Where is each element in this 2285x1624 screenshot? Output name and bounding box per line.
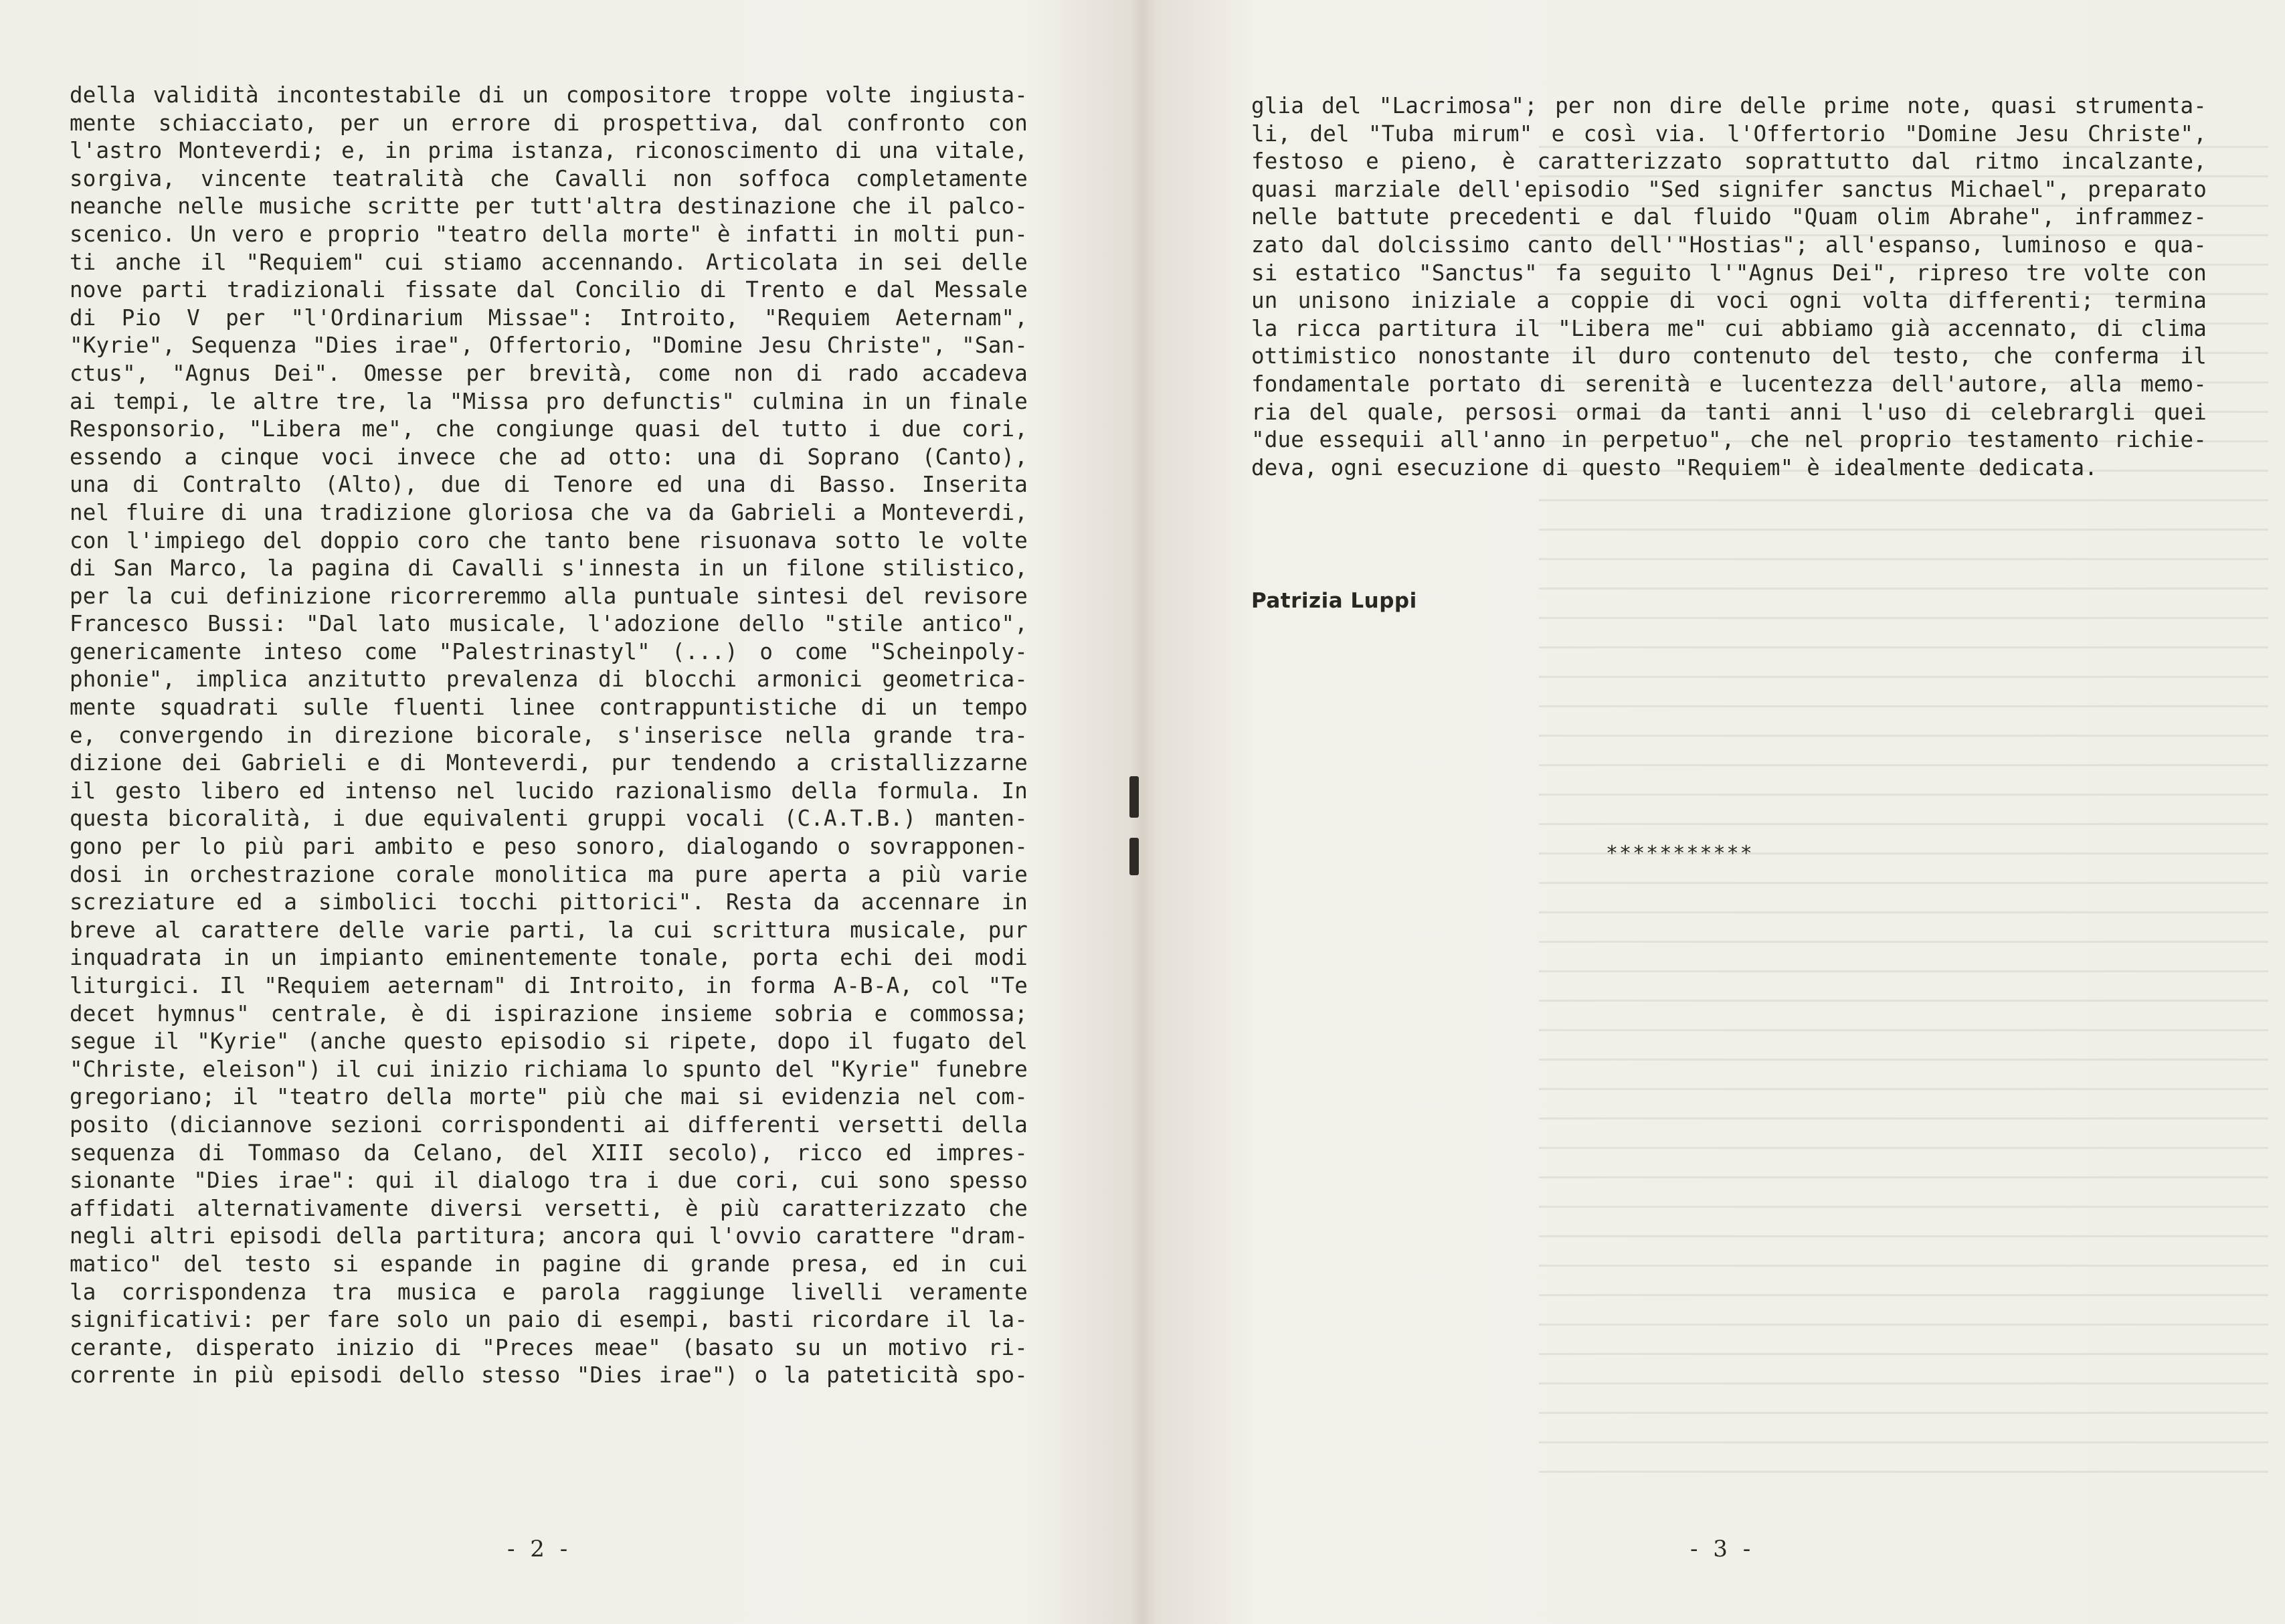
staple-bottom [1129,838,1139,875]
text-line: liturgici. Il "Requiem aeternam" di Introito, in forma A-B-A, col "Te [70,973,1028,998]
text-line: ai tempi, le altre tre, la "Missa pro defunctis" culmina in un finale [70,388,1028,414]
text-line: li, del "Tuba mirum" e così via. l'Offertorio "Domine Jesu Christe", [1251,120,2207,147]
text-line: per la cui definizione ricorreremmo alla puntuale sintesi del revisore [70,583,1028,609]
text-line: mente squadrati sulle fluenti linee contrappuntistiche di un tempo [70,695,1028,721]
author-signature: Patrizia Luppi [1251,589,1417,613]
page-number-left: - 2 - [507,1536,572,1562]
text-line: di San Marco, la pagina di Cavalli s'innesta in un filone stilistico, [70,555,1028,581]
text-line: "due essequii all'anno in perpetuo", che nel proprio testamento richie- [1251,427,2207,453]
text-line: cerante, disperato inizio di "Preces meae" (basato su un motivo ri- [70,1334,1028,1360]
text-line: la ricca partitura il "Libera me" cui abbiamo già accennato, di clima [1251,315,2207,341]
text-line: neanche nelle musiche scritte per tutt'altra destinazione che il palco- [70,193,1028,219]
text-line: phonie", implica anzitutto prevalenza di blocchi armonici geometrica- [70,666,1028,693]
text-line: ti anche il "Requiem" cui stiamo accennando. Articolata in sei delle [70,249,1028,275]
text-line: scenico. Un vero e proprio "teatro della morte" è infatti in molti pun- [70,221,1028,247]
text-line: significativi: per fare solo un paio di esempi, basti ricordare il la- [70,1307,1028,1333]
text-line: affidati alternativamente diversi versetti, è più caratterizzato che [70,1195,1028,1221]
text-line: quasi marziale dell'episodio "Sed signifer sanctus Michael", preparato [1251,176,2207,202]
text-line: ria del quale, persosi ormai da tanti anni l'uso di celebrargli quei [1251,399,2207,425]
text-line: e, convergendo in direzione bicorale, s'inserisce nella grande tra- [70,722,1028,748]
page-number-right: - 3 - [1690,1536,1755,1562]
text-line: di Pio V per "l'Ordinarium Missae": Introito, "Requiem Aeternam", [70,304,1028,331]
asterisk-separator: *********** [1606,842,1754,865]
text-line: "Christe, eleison") il cui inizio richiama lo spunto del "Kyrie" funebre [70,1056,1028,1082]
text-line: deva, ogni esecuzione di questo "Requiem" è idealmente dedicata. [1251,454,2098,480]
text-line: si estatico "Sanctus" fa seguito l'"Agnus Dei", ripreso tre volte con [1251,260,2207,286]
text-line: zato dal dolcissimo canto dell'"Hostias"; all'espanso, luminoso e qua- [1251,232,2207,258]
text-line: nel fluire di una tradizione gloriosa che va da Gabrieli a Monteverdi, [70,499,1028,525]
text-line: sorgiva, vincente teatralità che Cavalli non soffoca completamente [70,165,1028,191]
staple-top [1129,776,1139,818]
text-line: mente schiacciato, per un errore di prospettiva, dal confronto con [70,110,1028,136]
text-line: un unisono iniziale a coppie di voci ogni volta differenti; termina [1251,288,2207,314]
text-line: negli altri episodi della partitura; ancora qui l'ovvio carattere "dram- [70,1223,1028,1249]
text-line: segue il "Kyrie" (anche questo episodio si ripete, dopo il fugato del [70,1028,1028,1055]
text-line: glia del "Lacrimosa"; per non dire delle prime note, quasi strumenta- [1251,93,2207,118]
text-line: matico" del testo si espande in pagine di grande presa, ed in cui [70,1251,1028,1277]
left-body-text [70,82,1028,1390]
text-line: Responsorio, "Libera me", che congiunge quasi del tutto i due cori, [70,416,1028,442]
text-line: dizione dei Gabrieli e di Monteverdi, pur tendendo a cristallizzarne [70,750,1028,776]
text-line: questa bicoralità, i due equivalenti gruppi vocali (C.A.T.B.) manten- [70,806,1028,832]
text-line: nove parti tradizionali fissate dal Concilio di Trento e dal Messale [70,277,1028,303]
text-line: nelle battute precedenti e dal fluido "Quam olim Abrahe", inframmez- [1251,204,2207,230]
text-line: il gesto libero ed intenso nel lucido razionalismo della formula. In [70,778,1028,804]
text-line: "Kyrie", Sequenza "Dies irae", Offertorio, "Domine Jesu Christe", "San- [70,333,1028,359]
text-line: breve al carattere delle varie parti, la cui scrittura musicale, pur [70,917,1028,943]
text-line: corrente in più episodi dello stesso "Dies irae") o la pateticità spo- [70,1362,1028,1388]
text-line: sionante "Dies irae": qui il dialogo tra i due cori, cui sono spesso [70,1168,1028,1194]
text-line: la corrispondenza tra musica e parola raggiunge livelli veramente [70,1279,1028,1305]
text-line: una di Contralto (Alto), due di Tenore ed una di Basso. Inserita [70,472,1028,498]
text-line: screziature ed a simbolici tocchi pittorici". Resta da accennare in [70,889,1028,915]
text-line: gregoriano; il "teatro della morte" più che mai si evidenzia nel com- [70,1084,1028,1110]
text-line: ottimistico nonostante il duro contenuto del testo, che conferma il [1251,343,2207,369]
text-line: gono per lo più pari ambito e peso sonoro, dialogando o sovrapponen- [70,834,1028,860]
text-line: Francesco Bussi: "Dal lato musicale, l'adozione dello "stile antico", [70,611,1028,637]
text-line: sequenza di Tommaso da Celano, del XIII secolo), ricco ed impres- [70,1140,1028,1166]
text-line: posito (diciannove sezioni corrispondenti ai differenti versetti della [70,1111,1028,1138]
text-line: inquadrata in un impianto eminentemente tonale, porta echi dei modi [70,945,1028,971]
text-line: essendo a cinque voci invece che ad otto: una di Soprano (Canto), [70,444,1028,470]
text-line: decet hymnus" centrale, è di ispirazione insieme sobria e commossa; [70,1000,1028,1026]
text-line: con l'impiego del doppio coro che tanto bene risuonava sotto le volte [70,527,1028,553]
right-body-text [1251,92,2207,482]
text-line: dosi in orchestrazione corale monolitica ma pure aperta a più varie [70,861,1028,887]
text-line: della validità incontestabile di un compositore troppe volte ingiusta- [70,82,1028,108]
text-line: festoso e pieno, è caratterizzato soprattutto dal ritmo incalzante, [1251,149,2207,175]
text-line: l'astro Monteverdi; e, in prima istanza, riconoscimento di una vitale, [70,138,1028,164]
text-line: ctus", "Agnus Dei". Omesse per brevità, come non di rado accadeva [70,360,1028,386]
text-line: fondamentale portato di serenità e lucentezza dell'autore, alla memo- [1251,371,2207,397]
text-line: genericamente inteso come "Palestrinastyl" (...) o come "Scheinpoly- [70,638,1028,664]
